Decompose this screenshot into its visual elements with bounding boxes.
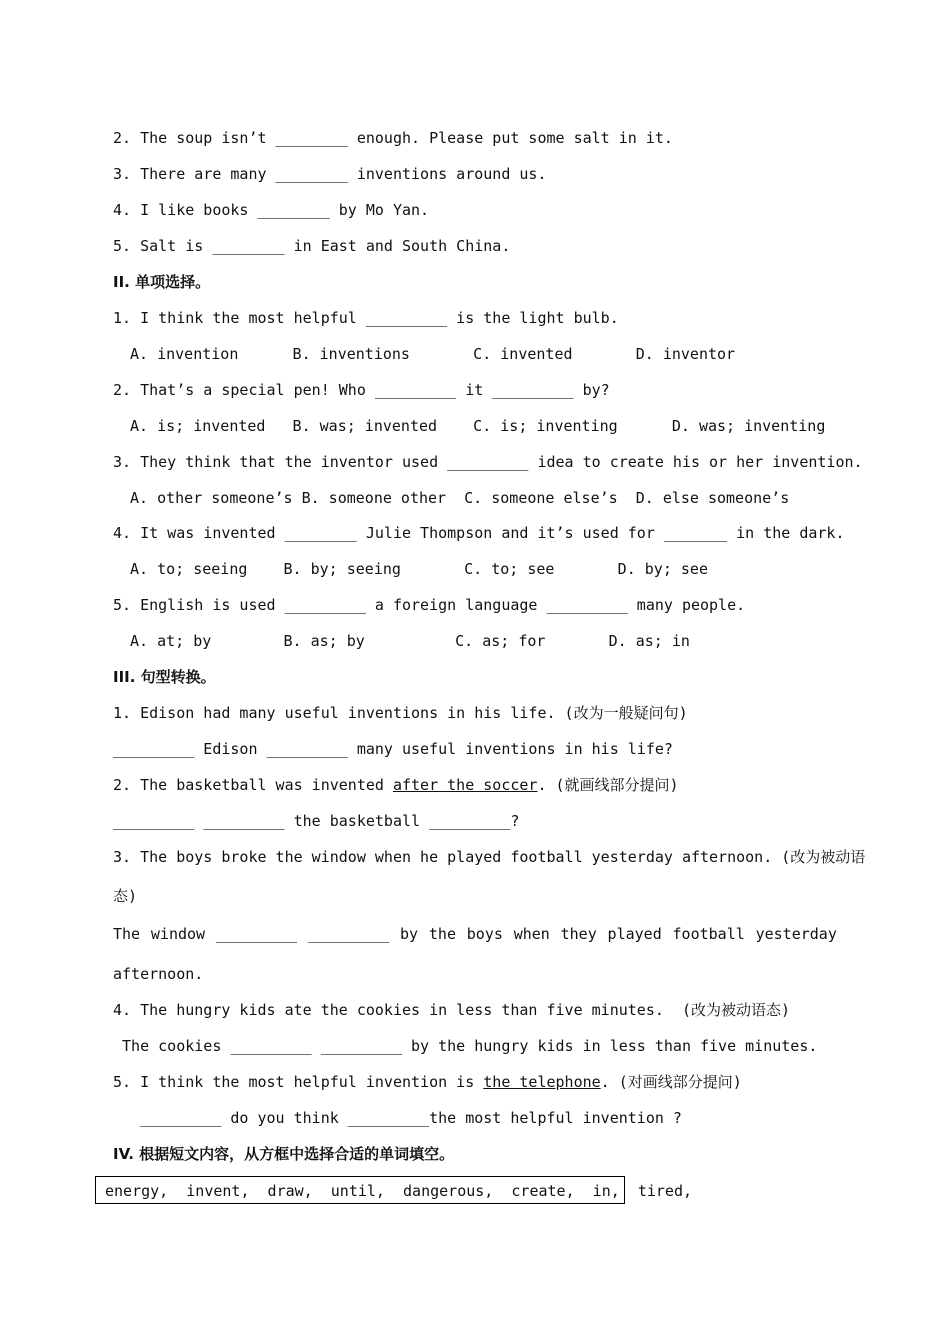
answer-word: window [150,925,206,943]
answer-word: played [607,925,662,943]
mc-question-2: 2. That’s a special pen! Who _________ it _________ by? [113,381,610,399]
transform-answer-2: _________ _________ the basketball _________? [113,812,520,830]
section-heading-multiple-choice: II. 单项选择。 [113,273,211,291]
mc-question-3: 3. They think that the inventor used _________ idea to create his or her invention. [113,453,863,471]
fill-blank-q4: 4. I like books ________ by Mo Yan. [113,201,430,219]
answer-word: they [560,925,597,943]
transform-question-4: 4. The hungry kids ate the cookies in less than five minutes. (改为被动语态) [113,1001,791,1019]
mc-options-3: A. other someone’s B. someone other C. someone else’s D. else someone’s [130,489,790,507]
word-bank-text: energy, invent, draw, until, dangerous, create, in, tired, [105,1182,692,1200]
answer-blank: _________ [307,925,390,943]
transform-answer-4: The cookies _________ _________ by the hungry kids in less than five minutes. [113,1037,818,1055]
transform-question-3-continued: 态) [113,887,138,905]
mc-options-4: A. to; seeing B. by; seeing C. to; see D. by; see [130,560,708,578]
answer-word: by [400,925,419,943]
transform-question-5 [113,1072,742,1092]
instruction-text: . (对画线部分提问) [600,1073,742,1091]
mc-question-5: 5. English is used _________ a foreign language _________ many people. [113,596,746,614]
answer-blank: _________ [215,925,298,943]
instruction-text: . (就画线部分提问) [537,776,679,794]
underlined-phrase: after the soccer [392,776,538,794]
transform-question-1: 1. Edison had many useful inventions in his life. (改为一般疑问句) [113,704,688,722]
word-bank-box [95,1176,692,1204]
transform-question-2 [113,775,679,795]
mc-options-1: A. invention B. inventions C. invented D. inventor [130,345,736,363]
mc-options-5: A. at; by B. as; by C. as; for D. as; in [130,632,690,650]
answer-word: when [513,925,550,943]
transform-answer-5: _________ do you think _________the most helpful invention ? [113,1109,682,1127]
fill-blank-q3: 3. There are many ________ inventions around us. [113,165,547,183]
answer-word: boys [466,925,503,943]
mc-question-4: 4. It was invented ________ Julie Thompson and it’s used for _______ in the dark. [113,524,845,542]
question-text: 5. I think the most helpful invention is [113,1073,484,1091]
answer-word: football [672,925,745,943]
underlined-phrase: the telephone [483,1073,601,1091]
question-text: 2. The basketball was invented [113,776,393,794]
fill-blank-q2: 2. The soup isn’t ________ enough. Please put some salt in it. [113,129,673,147]
transform-answer-3 [113,924,837,944]
answer-word: yesterday [755,925,837,943]
transform-answer-1: _________ Edison _________ many useful inventions in his life? [113,740,673,758]
section-heading-sentence-transform: III. 句型转换。 [113,668,216,686]
answer-word: The [113,925,141,943]
mc-question-1: 1. I think the most helpful _________ is the light bulb. [113,309,619,327]
transform-question-3: 3. The boys broke the window when he played football yesterday afternoon. (改为被动语 [113,848,866,866]
transform-answer-3-continued: afternoon. [113,965,204,983]
fill-blank-q5: 5. Salt is ________ in East and South China. [113,237,511,255]
mc-options-2: A. is; invented B. was; invented C. is; inventing D. was; inventing [130,417,826,435]
section-heading-cloze: IV. 根据短文内容，从方框中选择合适的单词填空。 [113,1145,455,1163]
answer-word: the [428,925,456,943]
